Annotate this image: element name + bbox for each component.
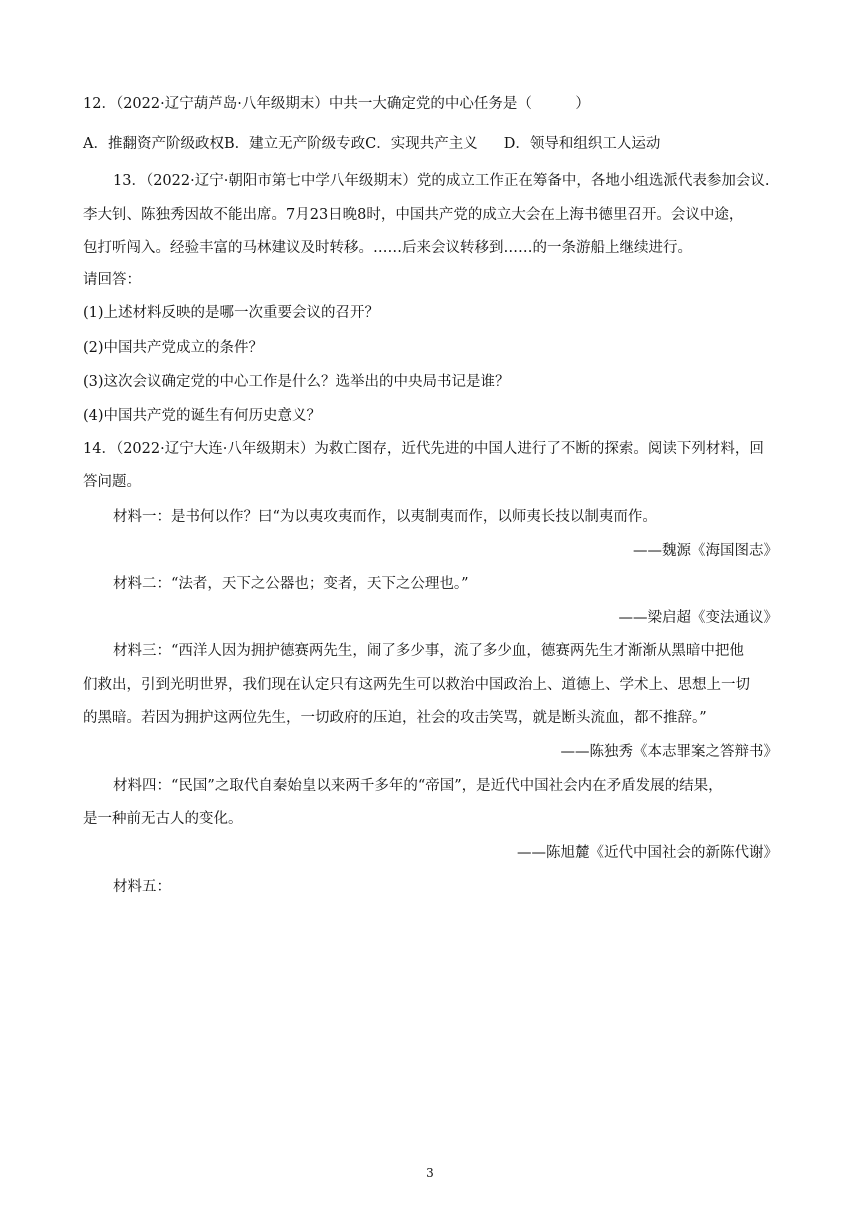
question-13-line-1: 13．（2022·辽宁·朝阳市第七中学八年级期末）党的成立工作正在筹备中，各地小组选派代表参加会议.	[113, 173, 770, 189]
option-b: B．建立无产阶级专政	[223, 136, 366, 152]
page-number: 3	[426, 1166, 434, 1180]
option-a: A．推翻资产阶级政权	[83, 136, 224, 152]
material-4-source: ——陈旭麓《近代中国社会的新陈代谢》	[517, 845, 778, 861]
question-13-sub-3: (3)这次会议确定党的中心工作是什么？选举出的中央局书记是谁？	[83, 374, 510, 390]
question-12-stem: 12．（2022·辽宁葫芦岛·八年级期末）中共一大确定党的中心任务是（ ）	[83, 96, 590, 112]
material-3-source: ——陈独秀《本志罪案之答辩书》	[560, 744, 778, 760]
material-2-source: ——梁启超《变法通议》	[618, 610, 778, 626]
question-12-options	[83, 134, 660, 154]
material-3-line-3: 的黑暗。若因为拥护这两位先生，一切政府的压迫，社会的攻击笑骂，就是断头流血，都不推辞。”	[83, 710, 707, 726]
question-13-sub-1: (1)上述材料反映的是哪一次重要会议的召开？	[83, 305, 380, 321]
material-1-source: ——魏源《海国图志》	[633, 543, 778, 559]
question-14-line-1: 14．（2022·辽宁大连·八年级期末）为救亡图存，近代先进的中国人进行了不断的探索。阅读下列材料，回	[83, 441, 764, 457]
question-13-line-3: 包打听闯入。经验丰富的马林建议及时转移。……后来会议转移到……的一条游船上继续进行。	[83, 240, 692, 256]
question-13-prompt: 请回答：	[83, 272, 141, 288]
question-13-line-2: 李大钊、陈独秀因故不能出席。7月23日晚8时，中国共产党的成立大会在上海书德里召开。会议中途，	[83, 207, 744, 223]
option-c: C．实现共产主义	[365, 136, 478, 152]
material-4-line-2: 是一种前无古人的变化。	[83, 811, 243, 827]
question-13-sub-4: (4)中国共产党的诞生有何历史意义？	[83, 408, 322, 424]
material-1-text: 材料一：是书何以作？曰“为以夷攻夷而作，以夷制夷而作，以师夷长技以制夷而作。	[113, 509, 657, 525]
material-4-line-1: 材料四：“民国”之取代自秦始皇以来两千多年的“帝国”，是近代中国社会内在矛盾发展的结果，	[113, 778, 723, 794]
material-3-line-2: 们救出，引到光明世界，我们现在认定只有这两先生可以救治中国政治上、道德上、学术上、思想上一切	[83, 677, 750, 693]
material-3-line-1: 材料三：“西洋人因为拥护德赛两先生，闹了多少事，流了多少血，德赛两先生才渐渐从黑暗中把他	[113, 643, 744, 659]
material-5-label: 材料五：	[113, 879, 171, 895]
option-d: D．领导和组织工人运动	[503, 136, 661, 152]
material-2-text: 材料二：“法者，天下之公器也；变者，天下之公理也。”	[113, 576, 469, 592]
question-14-line-2: 答问题。	[83, 474, 141, 490]
question-13-sub-2: (2)中国共产党成立的条件？	[83, 340, 264, 356]
